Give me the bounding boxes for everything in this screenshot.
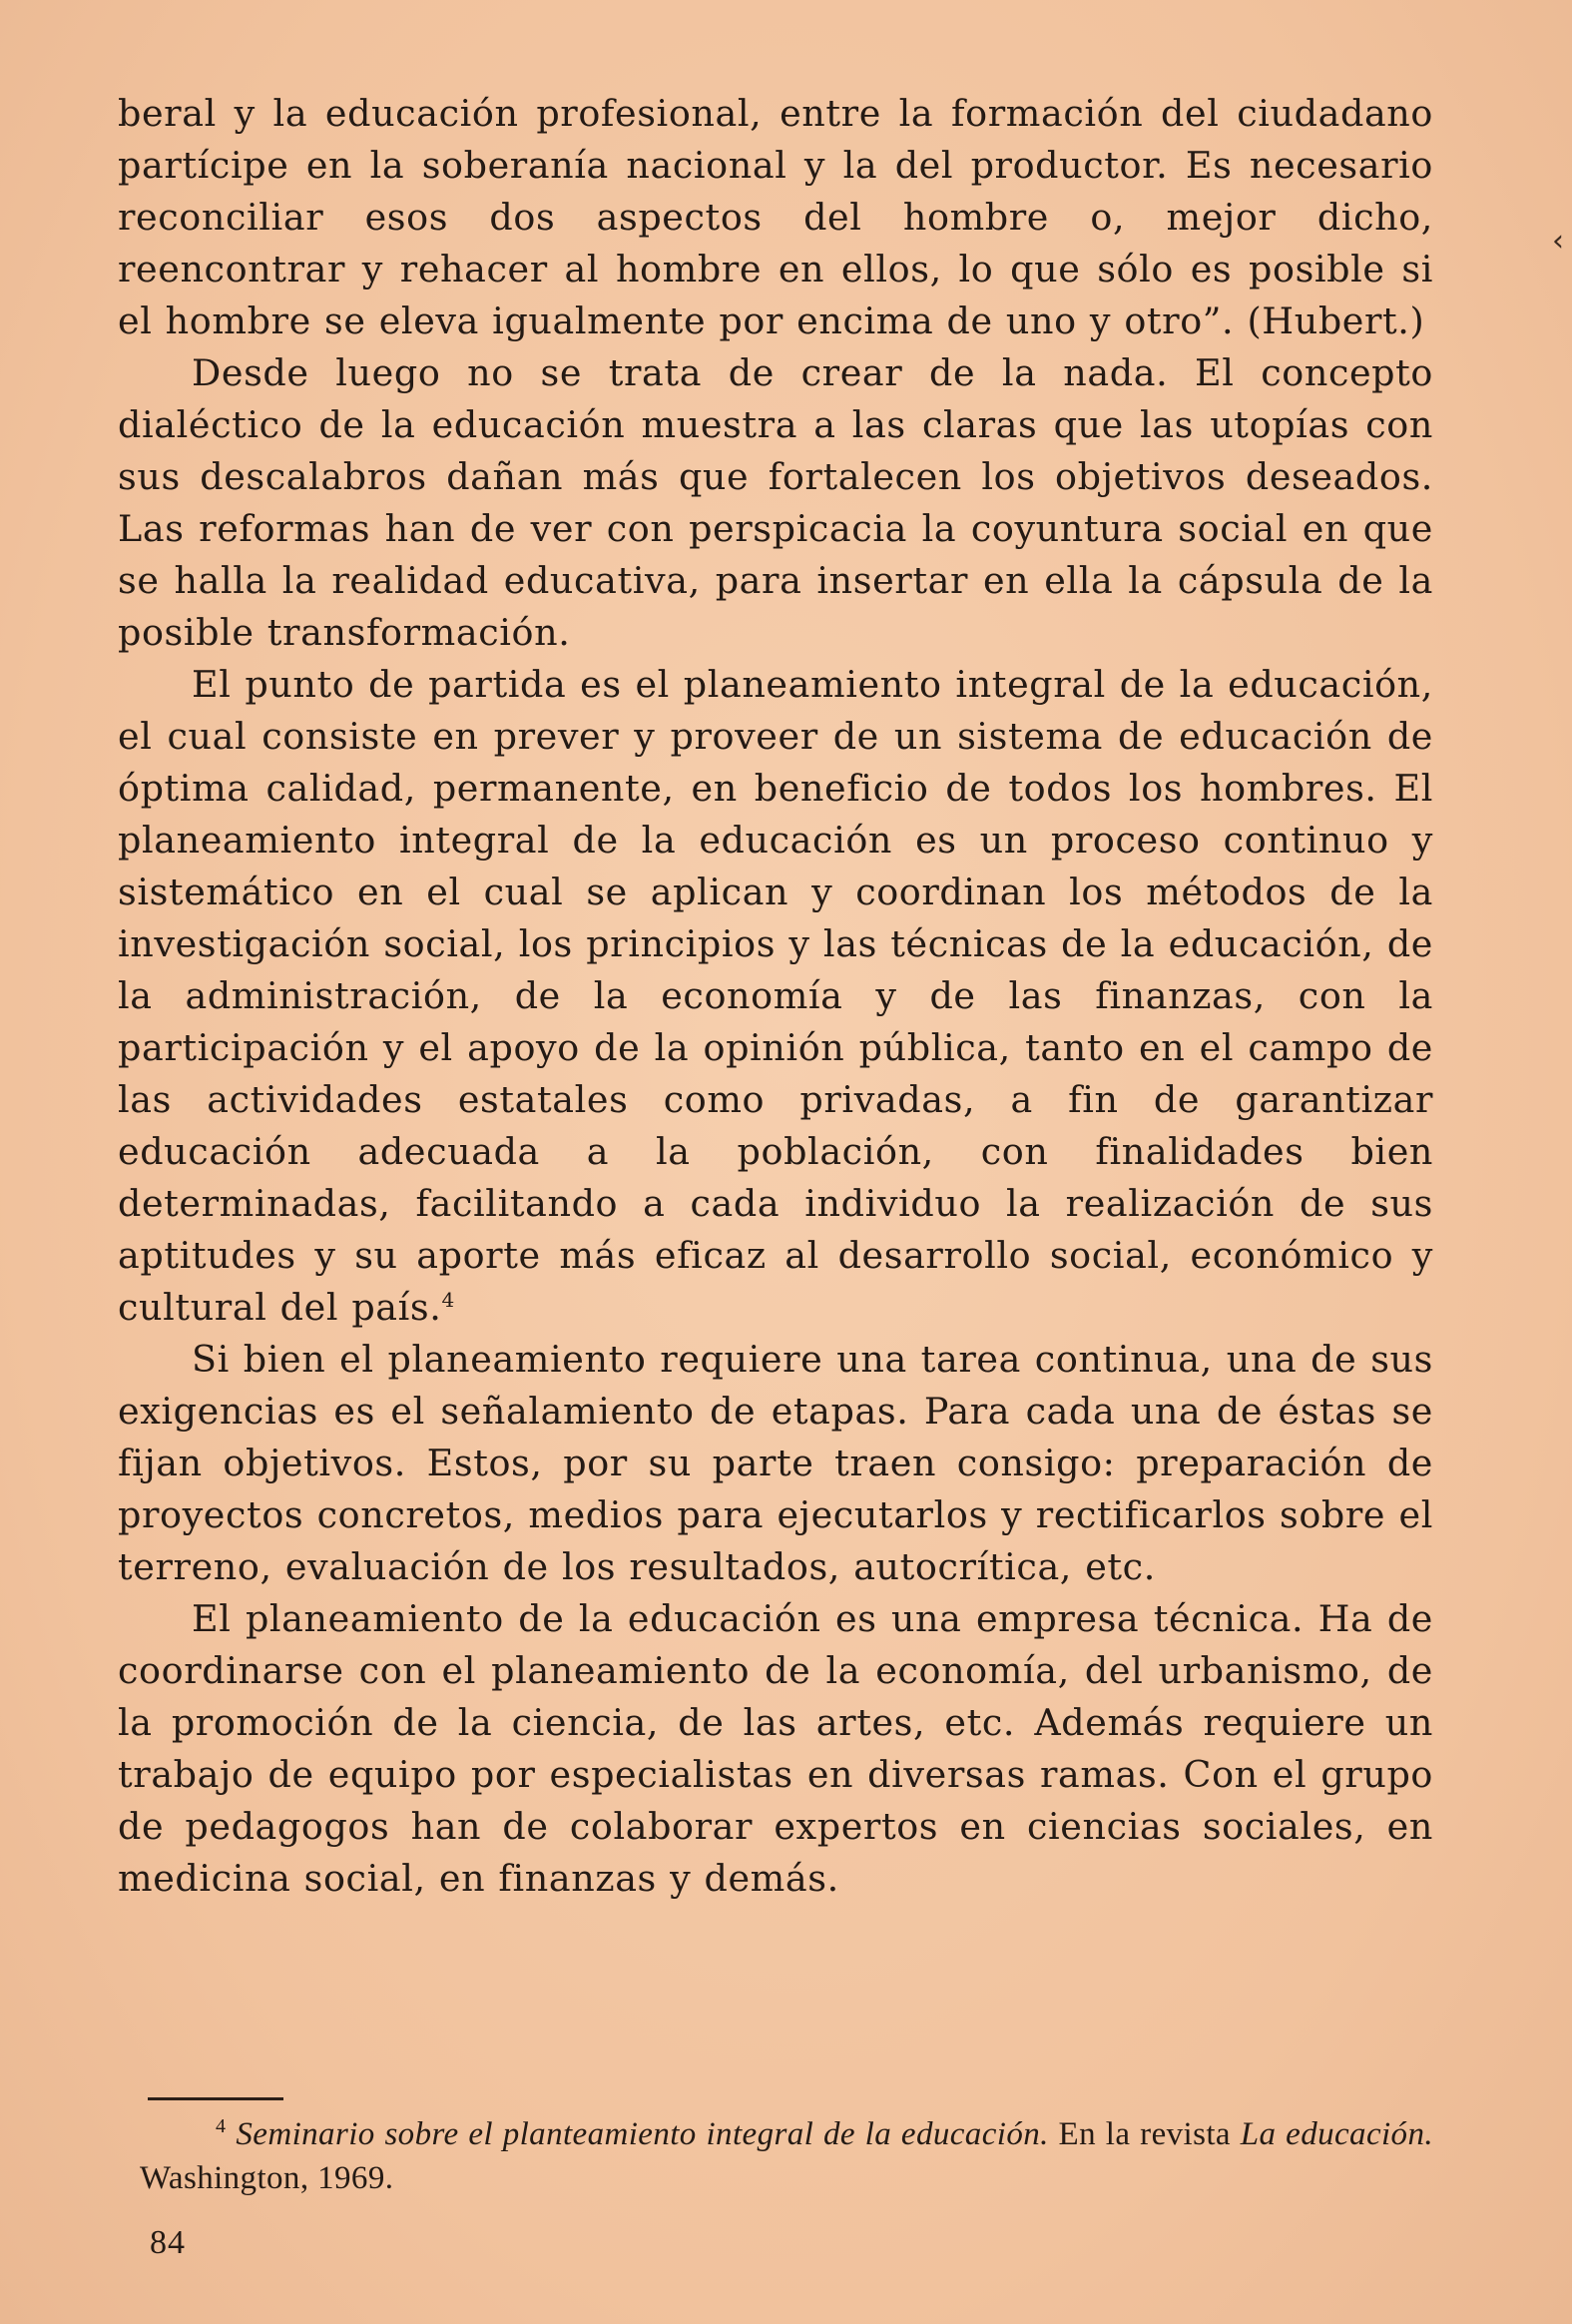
- footnote-text-mid: En la revista: [1048, 2116, 1241, 2152]
- paragraph-4: Si bien el planeamiento requiere una tarea continua, una de sus exigencias es el señalamiento de etapas. Para cada una de éstas se fijan objetivos. Estos, por su parte traen consigo: preparación de proyectos concretos, medios para ejecutarlos y rectificarlos sobre el terreno, evaluación de los resultados, autocrítica, etc.: [118, 1338, 1433, 1588]
- footnote-reference: 4: [441, 1287, 455, 1312]
- footnote-journal: La educación.: [1240, 2116, 1434, 2152]
- margin-tick-mark: ‹: [1552, 224, 1564, 259]
- paragraph-3: [118, 659, 1433, 1334]
- footnote-title: Seminario sobre el planteamiento integral de la educación.: [236, 2116, 1049, 2152]
- footnote-text-end: Washington, 1969.: [140, 2160, 394, 2196]
- paragraph-5: El planeamiento de la educación es una empresa técnica. Ha de coordinarse con el planeamiento de la economía, del urbanismo, de la promoción de la ciencia, de las artes, etc. Además requiere un trabajo de equipo por especialistas en diversas ramas. Con el grupo de pedagogos han de colaborar expertos en ciencias sociales, en medicina social, en finanzas y demás.: [118, 1597, 1433, 1900]
- footnote-mark: 4: [216, 2115, 227, 2137]
- footnote-divider: [148, 2097, 283, 2100]
- body-text: [118, 88, 1433, 1905]
- paragraph-3-text: El punto de partida es el planeamiento integral de la educación, el cual consiste en prever y proveer de un sistema de educación de óptima calidad, permanente, en beneficio de todos los hombres. El planeamiento integral de la educación es un proceso continuo y sistemático en el cual se aplican y coordinan los métodos de la investigación social, los principios y las técnicas de la educación, de la administración, de la economía y de las finanzas, con la participación y el apoyo de la opinión pública, tanto en el campo de las actividades estatales como privadas, a fin de garantizar educación adecuada a la población, con finalidades bien determinadas, facilitando a cada individuo la realización de sus aptitudes y su aporte más eficaz al desarrollo social, económico y cultural del país.: [118, 663, 1433, 1329]
- page-body: [118, 88, 1433, 1905]
- paragraph-1: beral y la educación profesional, entre la formación del ciudadano partícipe en la soberanía nacional y la del productor. Es necesario reconciliar esos dos aspectos del hombre o, mejor dicho, reencontrar y rehacer al hombre en ellos, lo que sólo es posible si el hombre se eleva igualmente por encima de uno y otro”. (Hubert.): [118, 92, 1433, 342]
- page-number: 84: [150, 2224, 186, 2261]
- footnote: [140, 2112, 1433, 2200]
- paragraph-2: Desde luego no se trata de crear de la nada. El concepto dialéctico de la educación muestra a las claras que las utopías con sus descalabros dañan más que fortalecen los objetivos deseados. Las reformas han de ver con perspicacia la coyuntura social en que se halla la realidad educativa, para insertar en ella la cápsula de la posible transformación.: [118, 351, 1433, 654]
